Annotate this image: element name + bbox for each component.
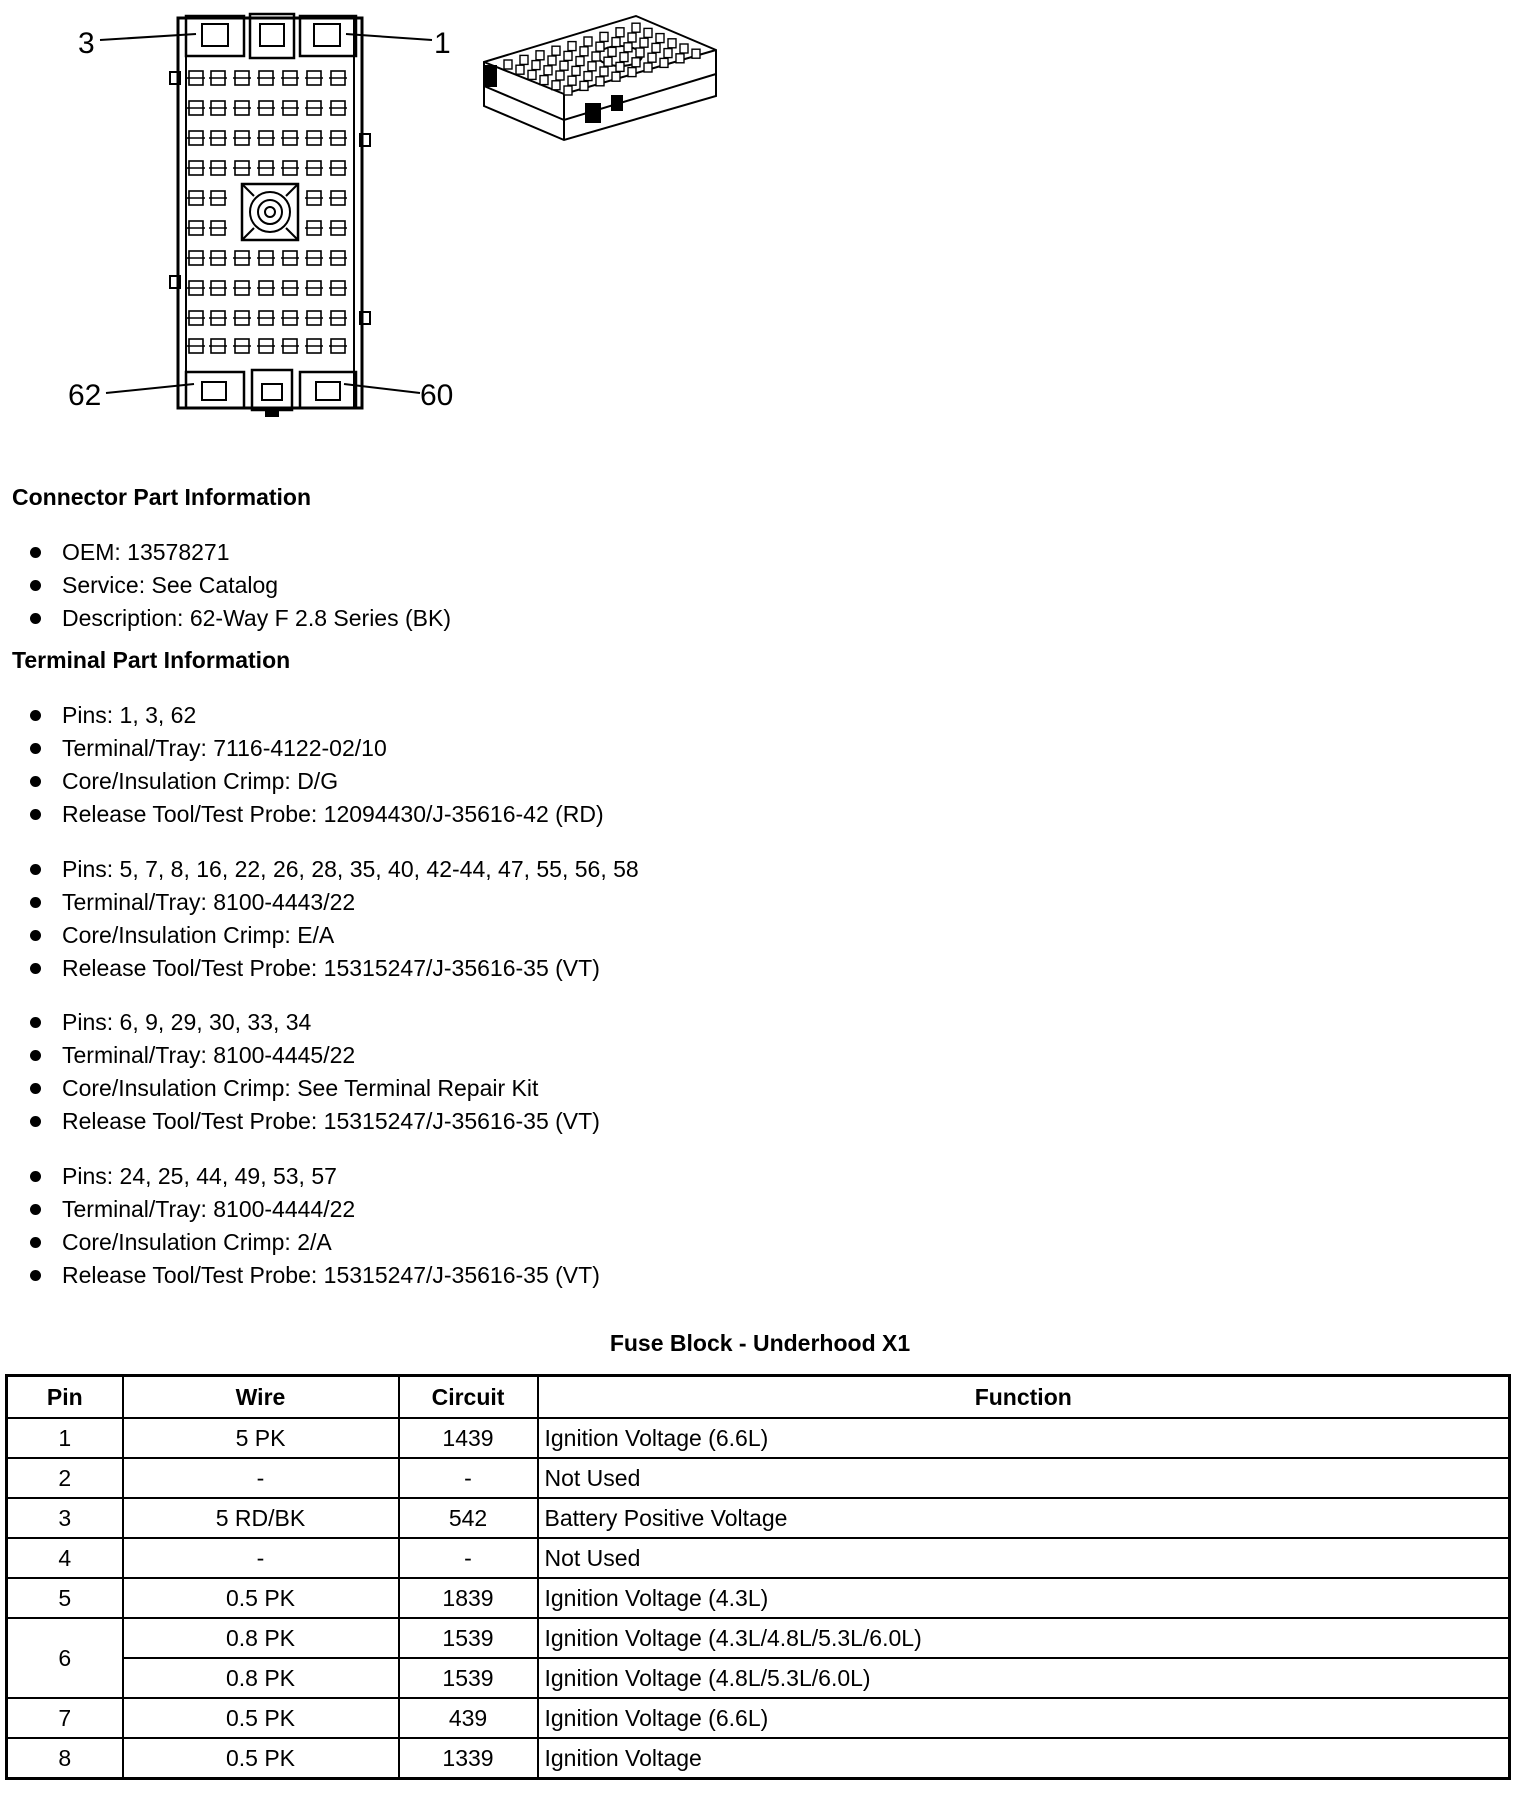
- isometric-terminal: [552, 81, 560, 90]
- circuit-cell: 542: [399, 1498, 538, 1538]
- function-cell: Battery Positive Voltage: [538, 1498, 1510, 1538]
- circuit-cell: 1539: [399, 1658, 538, 1698]
- isometric-terminal: [644, 28, 652, 37]
- isometric-terminal: [692, 49, 700, 58]
- isometric-terminal: [644, 63, 652, 72]
- table-row: [7, 1498, 1510, 1538]
- terminal-part-info-heading: Terminal Part Information: [12, 647, 291, 673]
- crimp-item: Core/Insulation Crimp: 2/A: [30, 1226, 600, 1259]
- isometric-terminal: [628, 33, 636, 42]
- wire-cell: 0.8 PK: [123, 1658, 399, 1698]
- isometric-terminal: [640, 38, 648, 47]
- isometric-terminal: [552, 46, 560, 55]
- table-row: [7, 1418, 1510, 1458]
- isometric-terminal: [588, 62, 596, 71]
- isometric-terminal: [604, 57, 612, 66]
- connector-part-info-list: [30, 536, 451, 635]
- isometric-terminal: [544, 66, 552, 75]
- isometric-terminal: [652, 43, 660, 52]
- circuit-cell: 1839: [399, 1578, 538, 1618]
- isometric-terminal: [612, 72, 620, 81]
- circuit-cell: -: [399, 1538, 538, 1578]
- function-cell: Ignition Voltage: [538, 1738, 1510, 1779]
- isometric-terminal: [656, 34, 664, 43]
- isometric-terminal: [668, 39, 676, 48]
- isometric-terminal: [584, 72, 592, 81]
- wire-cell: 5 PK: [123, 1418, 399, 1458]
- pins-item: Pins: 6, 9, 29, 30, 33, 34: [30, 1006, 600, 1039]
- connector-part-info-heading: Connector Part Information: [12, 484, 312, 510]
- table-row: [7, 1458, 1510, 1498]
- wire-cell: 0.8 PK: [123, 1618, 399, 1658]
- isometric-terminal: [592, 52, 600, 61]
- isometric-terminal: [572, 66, 580, 75]
- circuit-cell: 1539: [399, 1618, 538, 1658]
- isometric-terminal: [680, 44, 688, 53]
- isometric-terminal: [632, 58, 640, 67]
- table-title: Fuse Block - Underhood X1: [609, 1330, 911, 1356]
- isometric-terminal: [584, 37, 592, 46]
- isometric-terminal: [600, 67, 608, 76]
- pin-function-table: [5, 1374, 1511, 1780]
- table-row: [7, 1738, 1510, 1779]
- circuit-cell: 1439: [399, 1418, 538, 1458]
- release-tool-item: Release Tool/Test Probe: 12094430/J-35616-42 (RD): [30, 798, 604, 831]
- function-cell: Ignition Voltage (4.3L/4.8L/5.3L/6.0L): [538, 1618, 1510, 1658]
- pin-cell: 4: [7, 1538, 123, 1578]
- isometric-terminal: [528, 70, 536, 79]
- pins-item: Pins: 24, 25, 44, 49, 53, 57: [30, 1160, 600, 1193]
- isometric-terminal: [580, 47, 588, 56]
- function-cell: Not Used: [538, 1538, 1510, 1578]
- isometric-terminal: [540, 76, 548, 85]
- pin-cell: 5: [7, 1578, 123, 1618]
- isometric-terminal: [576, 57, 584, 66]
- pin-cell: 6: [7, 1618, 123, 1698]
- circuit-cell: -: [399, 1458, 538, 1498]
- isometric-terminal: [536, 51, 544, 60]
- pin-cell: 8: [7, 1738, 123, 1779]
- isometric-terminal: [564, 86, 572, 95]
- isometric-terminal: [564, 51, 572, 60]
- pin-label-3: 3: [78, 27, 95, 60]
- isometric-terminal: [520, 55, 528, 64]
- isometric-terminal: [648, 53, 656, 62]
- pins-item: Pins: 1, 3, 62: [30, 699, 604, 732]
- isometric-terminal: [676, 54, 684, 63]
- header-wire: Wire: [123, 1376, 399, 1419]
- wire-cell: 0.5 PK: [123, 1578, 399, 1618]
- isometric-terminal: [624, 43, 632, 52]
- function-cell: Ignition Voltage (6.6L): [538, 1418, 1510, 1458]
- header-circuit: Circuit: [399, 1376, 538, 1419]
- header-function: Function: [538, 1376, 1510, 1419]
- pin-label-62: 62: [68, 379, 102, 412]
- isometric-terminal: [596, 42, 604, 51]
- table-row: [7, 1578, 1510, 1618]
- function-cell: Ignition Voltage (4.8L/5.3L/6.0L): [538, 1658, 1510, 1698]
- release-tool-item: Release Tool/Test Probe: 15315247/J-35616-35 (VT): [30, 1105, 600, 1138]
- table-header-row: [7, 1376, 1510, 1419]
- isometric-terminal: [556, 71, 564, 80]
- function-cell: Ignition Voltage (6.6L): [538, 1698, 1510, 1738]
- pin-cell: 2: [7, 1458, 123, 1498]
- wire-cell: -: [123, 1538, 399, 1578]
- circuit-cell: 439: [399, 1698, 538, 1738]
- isometric-terminal: [628, 68, 636, 77]
- terminal-tray-item: Terminal/Tray: 7116-4122-02/10: [30, 732, 604, 765]
- terminal-cavity-grid: [187, 71, 347, 353]
- isometric-terminal: [664, 49, 672, 58]
- pin-cell: 3: [7, 1498, 123, 1538]
- wire-cell: 0.5 PK: [123, 1738, 399, 1779]
- circuit-cell: 1339: [399, 1738, 538, 1779]
- isometric-terminal: [608, 47, 616, 56]
- crimp-item: Core/Insulation Crimp: See Terminal Repair Kit: [30, 1072, 600, 1105]
- terminal-group-4: [30, 1160, 600, 1292]
- header-pin: Pin: [7, 1376, 123, 1419]
- pin-cell: 7: [7, 1698, 123, 1738]
- wire-cell: 5 RD/BK: [123, 1498, 399, 1538]
- terminal-tray-item: Terminal/Tray: 8100-4444/22: [30, 1193, 600, 1226]
- isometric-terminal: [568, 42, 576, 51]
- pin-cell: 1: [7, 1418, 123, 1458]
- connector-face-view: [170, 14, 370, 416]
- isometric-terminal: [548, 56, 556, 65]
- table-row: [7, 1658, 1510, 1698]
- function-cell: Ignition Voltage (4.3L): [538, 1578, 1510, 1618]
- description-item: Description: 62-Way F 2.8 Series (BK): [30, 602, 451, 635]
- isometric-terminal: [612, 38, 620, 47]
- table-row: [7, 1538, 1510, 1578]
- oem-item: OEM: 13578271: [30, 536, 451, 569]
- isometric-terminal: [600, 32, 608, 41]
- terminal-tray-item: Terminal/Tray: 8100-4443/22: [30, 886, 639, 919]
- isometric-terminal: [616, 28, 624, 37]
- isometric-terminal: [504, 60, 512, 69]
- isometric-terminal: [580, 81, 588, 90]
- release-tool-item: Release Tool/Test Probe: 15315247/J-35616-35 (VT): [30, 1259, 600, 1292]
- table-row: [7, 1618, 1510, 1658]
- isometric-terminal: [632, 23, 640, 32]
- isometric-terminal: [532, 61, 540, 70]
- wire-cell: -: [123, 1458, 399, 1498]
- pin-label-1: 1: [434, 27, 451, 60]
- isometric-terminal: [660, 58, 668, 67]
- isometric-terminal: [516, 65, 524, 74]
- isometric-terminal: [636, 48, 644, 57]
- crimp-item: Core/Insulation Crimp: E/A: [30, 919, 639, 952]
- release-tool-item: Release Tool/Test Probe: 15315247/J-35616-35 (VT): [30, 952, 639, 985]
- pin-label-60: 60: [420, 379, 454, 412]
- crimp-item: Core/Insulation Crimp: D/G: [30, 765, 604, 798]
- terminal-tray-item: Terminal/Tray: 8100-4445/22: [30, 1039, 600, 1072]
- isometric-terminal: [568, 76, 576, 85]
- service-item: Service: See Catalog: [30, 569, 451, 602]
- isometric-terminal: [616, 62, 624, 71]
- connector-figure: [0, 0, 760, 430]
- terminal-group-2: [30, 853, 639, 985]
- wire-cell: 0.5 PK: [123, 1698, 399, 1738]
- terminal-group-3: [30, 1006, 600, 1138]
- terminal-group-1: [30, 699, 604, 831]
- function-cell: Not Used: [538, 1458, 1510, 1498]
- isometric-terminal: [596, 77, 604, 86]
- isometric-terminal: [560, 61, 568, 70]
- table-row: [7, 1698, 1510, 1738]
- pins-item: Pins: 5, 7, 8, 16, 22, 26, 28, 35, 40, 42-44, 47, 55, 56, 58: [30, 853, 639, 886]
- isometric-terminal: [620, 53, 628, 62]
